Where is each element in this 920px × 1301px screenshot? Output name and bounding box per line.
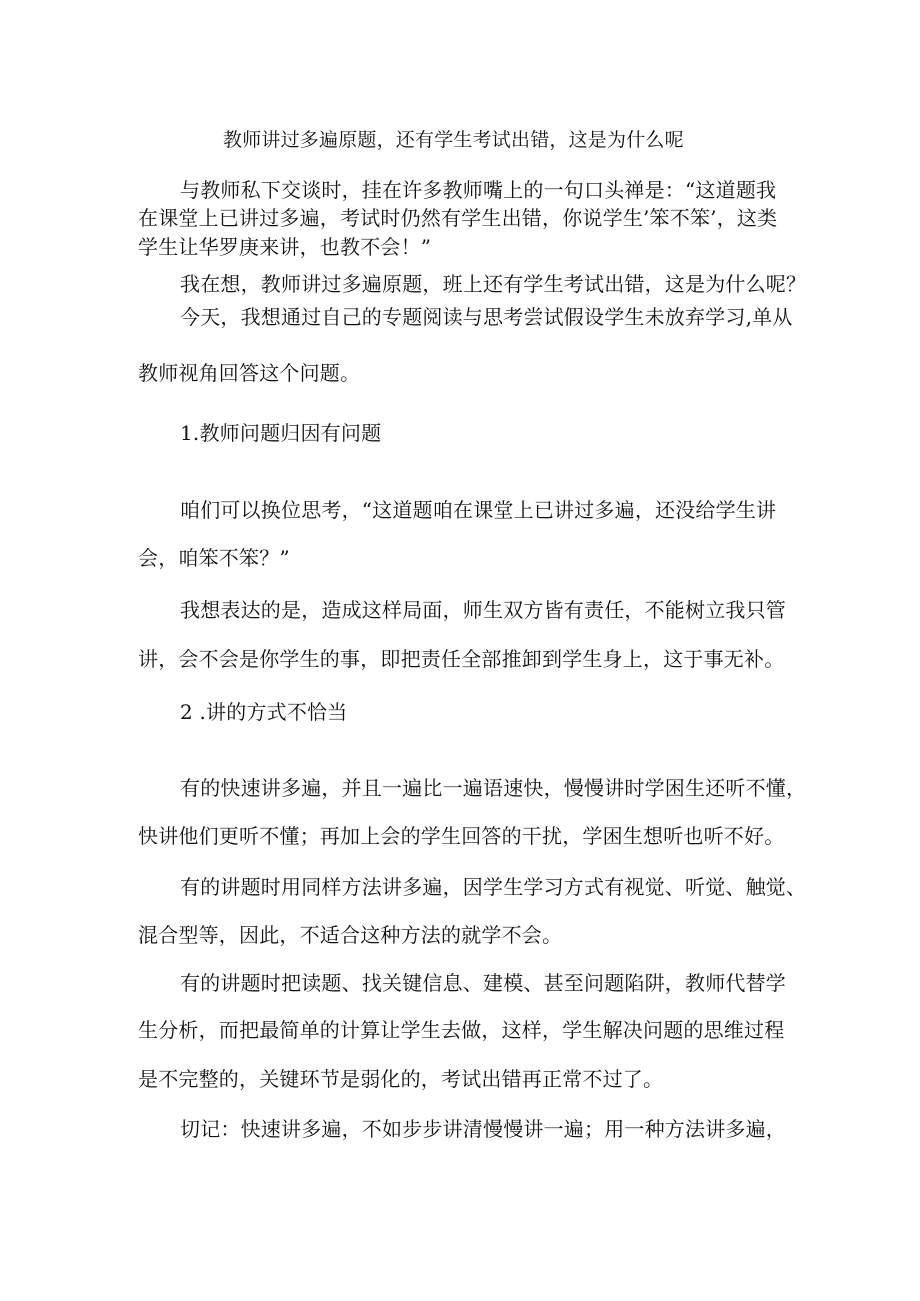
paragraph-line: 我想表达的是，造成这样局面，师生双方皆有责任，不能树立我只管 (180, 598, 786, 622)
paragraph-line: 讲，会不会是你学生的事，即把责任全部推卸到学生身上，这于事无补。 (138, 647, 785, 671)
section-heading: 2 .讲的方式不恰当 (180, 700, 348, 724)
paragraph-line: 快讲他们更听不懂；再加上会的学生回答的干扰，学困生想听也听不好。 (138, 824, 785, 848)
paragraph-line: 在课堂上已讲过多遍，考试时仍然有学生出错，你说学生’笨不笨’，这类 (138, 206, 778, 230)
paragraph-line: 有的快速讲多遍，并且一遍比一遍语速快，慢慢讲时学困生还听不懂， (180, 776, 807, 800)
paragraph-line: 混合型等，因此，不适合这种方法的就学不会。 (138, 923, 563, 947)
paragraph-line: 我在想，教师讲过多遍原题，班上还有学生考试出错，这是为什么呢？ (180, 272, 807, 296)
document-title: 教师讲过多遍原题，还有学生考试出错，这是为什么呢 (223, 129, 684, 151)
paragraph-line: 教师视角回答这个问题。 (138, 361, 361, 385)
paragraph-line: 生分析，而把最简单的计算让学生去做，这样，学生解决问题的思维过程 (138, 1018, 785, 1042)
section-heading: 1.教师问题归因有问题 (180, 421, 382, 445)
paragraph-line: 是不完整的，关键环节是弱化的，考试出错再正常不过了。 (138, 1067, 664, 1091)
paragraph-line: 会，咱笨不笨？” (138, 546, 290, 570)
paragraph-line: 有的讲题时把读题、找关键信息、建模、甚至问题陷阱，教师代替学 (180, 971, 786, 995)
paragraph-line: 学生让华罗庚来讲，也教不会！” (138, 235, 432, 259)
paragraph-line: 有的讲题时用同样方法讲多遍，因学生学习方式有视觉、听觉、触觉、 (180, 875, 807, 899)
paragraph-line: 今天，我想通过自己的专题阅读与思考尝试假设学生未放弃学习,单从 (180, 305, 793, 329)
paragraph-line: 切记：快速讲多遍，不如步步讲清慢慢讲一遍；用一种方法讲多遍， (180, 1117, 786, 1141)
paragraph-line: 咱们可以换位思考，“这道题咱在课堂上已讲过多遍，还没给学生讲 (180, 498, 777, 522)
paragraph-line: 与教师私下交谈时，挂在许多教师嘴上的一句口头禅是：“这道题我 (180, 178, 777, 202)
